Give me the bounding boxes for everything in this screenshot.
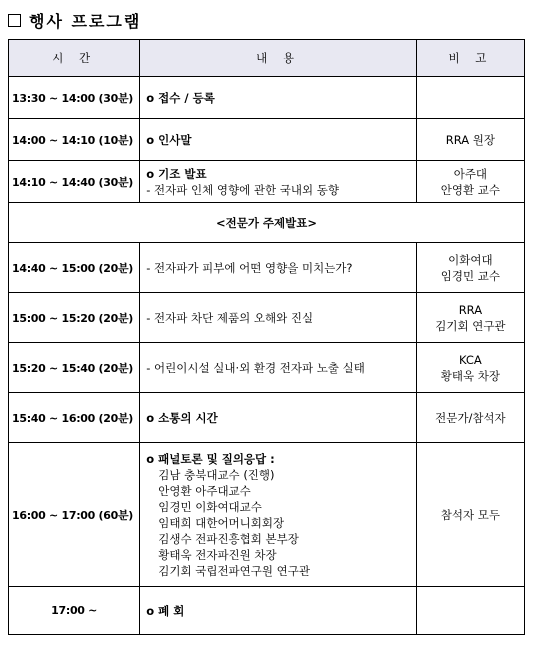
content-cell — [140, 343, 417, 393]
section-label: <전문가 주제발표> — [9, 203, 525, 243]
panelist: 황태욱 전자파진원 차장 — [158, 547, 277, 562]
header-note: 비 고 — [416, 40, 524, 77]
time-cell: 15:40 ~ 16:00 (20분) — [9, 393, 140, 443]
time-cell: 15:00 ~ 15:20 (20분) — [9, 293, 140, 343]
time-cell: 14:10 ~ 14:40 (30분) — [9, 161, 140, 203]
note-cell: 참석자 모두 — [416, 443, 524, 587]
table-row — [9, 243, 525, 293]
content-cell — [140, 587, 417, 635]
note-line: 임경민 교수 — [440, 268, 500, 283]
table-row — [9, 587, 525, 635]
section-heading — [8, 8, 141, 32]
time-cell: 13:30 ~ 14:00 (30분) — [9, 77, 140, 119]
note-line: 김기회 연구관 — [435, 318, 506, 333]
content-main: o 폐 회 — [146, 603, 185, 618]
table-row — [9, 77, 525, 119]
content-main: o 소통의 시간 — [146, 410, 218, 425]
table-row — [9, 293, 525, 343]
content-sub: - 전자파 차단 제품의 오해와 진실 — [146, 310, 314, 325]
note-cell: RRA 원장 — [416, 119, 524, 161]
time-cell: 15:20 ~ 15:40 (20분) — [9, 343, 140, 393]
panelist: 안영환 아주대교수 — [158, 483, 251, 498]
note-cell — [416, 293, 524, 343]
note-cell — [416, 243, 524, 293]
section-row — [9, 203, 525, 243]
table-row — [9, 119, 525, 161]
content-main: o 기조 발표 — [146, 166, 207, 181]
content-main: o 패널토론 및 질의응답 : — [146, 451, 275, 466]
content-cell — [140, 443, 417, 587]
note-line: 안영환 교수 — [440, 182, 500, 197]
content-sub: - 전자파가 피부에 어떤 영향을 미치는가? — [146, 260, 353, 275]
note-line: 아주대 — [453, 166, 488, 181]
panelist: 김생수 전파진흥협회 본부장 — [158, 531, 299, 546]
panelist: 김남 충북대교수 (진행) — [158, 467, 275, 482]
time-cell: 14:40 ~ 15:00 (20분) — [9, 243, 140, 293]
content-main: o 접수 / 등록 — [146, 90, 215, 105]
table-header-row — [9, 40, 525, 77]
content-cell — [140, 293, 417, 343]
content-cell — [140, 393, 417, 443]
note-line: 이화여대 — [448, 252, 493, 267]
note-line: RRA — [458, 302, 483, 317]
table-row — [9, 443, 525, 587]
heading-title: 행사 프로그램 — [29, 11, 142, 31]
content-sub: - 전자파 인체 영향에 관한 국내외 동향 — [146, 182, 339, 197]
panelist: 임경민 이화여대교수 — [158, 499, 262, 514]
content-sub: - 어린이시설 실내·외 환경 전자파 노출 실태 — [146, 360, 365, 375]
header-content: 내 용 — [140, 40, 417, 77]
content-cell — [140, 161, 417, 203]
checkbox-square-icon — [8, 14, 21, 27]
time-cell: 17:00 ~ — [9, 587, 140, 635]
time-cell: 14:00 ~ 14:10 (10분) — [9, 119, 140, 161]
note-cell — [416, 343, 524, 393]
note-cell — [416, 161, 524, 203]
header-time: 시 간 — [9, 40, 140, 77]
table-row — [9, 343, 525, 393]
panelist: 김기회 국립전파연구원 연구관 — [158, 563, 310, 578]
time-cell: 16:00 ~ 17:00 (60분) — [9, 443, 140, 587]
note-cell — [416, 587, 524, 635]
table-row — [9, 393, 525, 443]
note-cell: 전문가/참석자 — [416, 393, 524, 443]
note-line: KCA — [458, 352, 482, 367]
content-cell — [140, 243, 417, 293]
content-cell — [140, 119, 417, 161]
panelist: 임태희 대한어머니회회장 — [158, 515, 285, 530]
program-table — [8, 39, 525, 635]
table-row — [9, 161, 525, 203]
note-cell — [416, 77, 524, 119]
panel-list — [146, 467, 416, 579]
content-main: o 인사말 — [146, 132, 192, 147]
content-cell — [140, 77, 417, 119]
note-line: 황태욱 차장 — [440, 368, 500, 383]
